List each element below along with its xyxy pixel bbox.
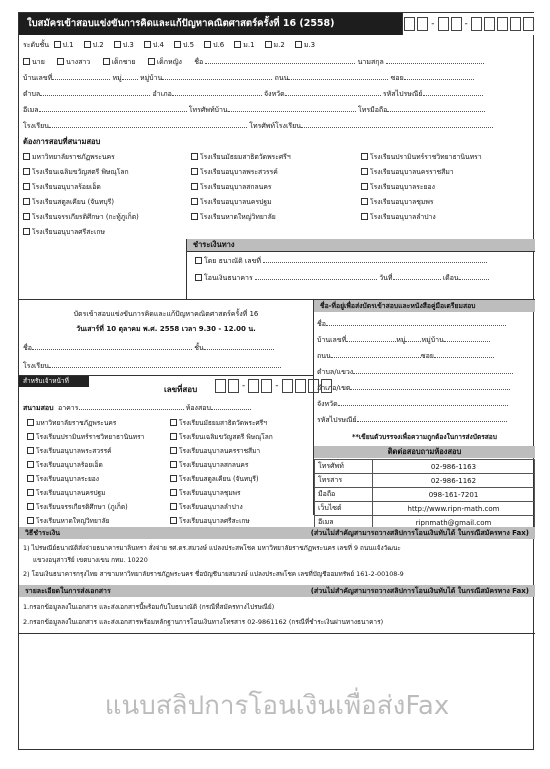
staff-venue-option[interactable]: โรงเรียนอนุบาลสกลนคร <box>170 460 320 471</box>
mail-house-row: บ้านเลขที่ หมู่ หมู่บ้าน <box>317 333 529 346</box>
venue-option[interactable]: โรงเรียนอนุบาลระยอง <box>361 182 531 193</box>
venue-option[interactable]: โรงเรียนเฉลิมขวัญสตรี พิษณุโลก <box>23 167 191 178</box>
venue-room-row: สนามสอบ อาคาร ห้องสอบ <box>23 401 307 414</box>
docs-line-2: 2.กรอกข้อมูลลงในเอกสาร และส่งเอกสารพร้อมหลักฐานการโอนเงินทางโทรสาร 02-9861162 (กรณีที่ชำระเงินผ่านทางธนาคาร) <box>23 618 384 626</box>
tambon-field[interactable] <box>40 87 150 96</box>
exam-number-label: เลขที่สอบ <box>164 385 198 394</box>
staff-venue-option[interactable]: โรงเรียนเฉลิมขวัญสตรี พิษณุโลก <box>170 432 320 443</box>
contact-row: มือถือ 098-161-7201 <box>315 488 535 502</box>
home-phone-field[interactable] <box>228 103 356 112</box>
staff-venue-option[interactable]: โรงเรียนอนุบาลระยอง <box>27 474 170 485</box>
exam-card-school-row: โรงเรียน <box>23 359 307 372</box>
card-name-field[interactable] <box>32 341 192 350</box>
payment-line-1b: แขวงอนุสาวรีย์ เขตบางเขน กทม. 10220 <box>33 556 148 564</box>
staff-venue-grid <box>27 418 320 527</box>
venue-heading: ต้องการสอบที่สนามสอบ <box>23 137 101 146</box>
venue-option[interactable]: โรงเรียนอนุบาลชุมพร <box>361 197 531 208</box>
venue-option[interactable]: โรงเรียนจรรเกียรติศึกษา (กะทู้ภูเก็ต) <box>23 212 191 223</box>
surname-field[interactable] <box>386 55 484 64</box>
level-option[interactable]: ม.1 <box>234 41 254 49</box>
payment-line-2: 2) โอนเงินธนาคารกรุงไทย สาขามหาวิทยาลัยราชภัฏพระนคร ชื่อบัญชีนายสมวงษ์ แปลงประสพโชค เลขที่บัญชีออมทรัพย์ 161-2-00108-9 <box>23 570 404 578</box>
payment-line-1a: 1) ไปรษณีย์ธนาณัติสั่งจ่ายธนาคารมาลินทรา สั่งจ่าย รศ.ดร.สมวงษ์ แปลงประสพโชค มหาวิทยาลัยราชภัฏพระนคร เลขที่ 9 ถนนแจ้งวัฒนะ <box>23 544 401 552</box>
bank-option[interactable]: โอนเงินธนาคาร <box>195 274 253 282</box>
soi-field[interactable] <box>404 71 474 80</box>
venue-option[interactable]: โรงเรียนอนุบาลลำปาง <box>361 212 531 223</box>
mail-amphoe-row: อำเภอ/เขต <box>317 381 529 394</box>
mail-tambon-field[interactable] <box>353 365 513 374</box>
mail-amphoe-field[interactable] <box>350 381 510 390</box>
level-option[interactable]: ป.1 <box>54 41 74 49</box>
mail-province-field[interactable] <box>338 397 508 406</box>
mail-village-field[interactable] <box>444 333 490 342</box>
contact-row: เว็บไซต์ http://www.ripn-math.com <box>315 502 535 516</box>
contact-row: อีเมล ripnmath@gmail.com <box>315 516 535 530</box>
name-row: นาย นางสาว เด็กชาย เด็กหญิง ชื่อ นามสกุล <box>23 55 529 68</box>
mail-road-row: ถนน ซอย <box>317 349 529 362</box>
postal-no-field[interactable] <box>263 254 487 263</box>
mail-tambon-row: ตำบล/แขวง <box>317 365 529 378</box>
postcode-field[interactable] <box>423 87 483 96</box>
venue-grid <box>23 152 531 238</box>
contact-row: อีเมล โทรศัพท์บ้าน โทรมือถือ <box>23 103 529 116</box>
venue-option[interactable]: โรงเรียนอนุบาลพระสวรรค์ <box>191 167 361 178</box>
level-options <box>54 41 326 49</box>
prefix-nangsao[interactable]: นางสาว <box>57 58 90 66</box>
card-grade-field[interactable] <box>204 341 274 350</box>
staff-venue-option[interactable]: โรงเรียนปรามินทร์ราชวิทยาธานินทรา <box>27 432 170 443</box>
level-option[interactable]: ม.3 <box>295 41 315 49</box>
level-option[interactable]: ป.3 <box>114 41 134 49</box>
staff-venue-option[interactable]: โรงเรียนอนุบาลลำปาง <box>170 502 320 513</box>
school-field[interactable] <box>49 119 247 128</box>
email-field[interactable] <box>39 103 187 112</box>
venue-option[interactable]: โรงเรียนอนุบาลนครปฐม <box>191 197 361 208</box>
contact-table <box>314 459 535 530</box>
level-option[interactable]: ป.2 <box>84 41 104 49</box>
mobile-field[interactable] <box>387 103 485 112</box>
amphoe-field[interactable] <box>172 87 262 96</box>
mail-province-row: จังหวัด <box>317 397 529 410</box>
exam-card-title: บัตรเข้าสอบแข่งขันการคิดและแก้ปัญหาคณิตศาสตร์ครั้งที่ 16 <box>73 310 259 318</box>
mail-house-field[interactable] <box>346 333 396 342</box>
card-school-field[interactable] <box>49 359 281 368</box>
address-row-2: ตำบล อำเภอ จังหวัด รหัสไปรษณีย์ <box>23 87 529 100</box>
mail-soi-field[interactable] <box>434 349 494 358</box>
contact-row: โทรศัพท์ 02-986-1163 <box>315 460 535 474</box>
level-option[interactable]: ป.6 <box>204 41 224 49</box>
exam-card-name-row: ชื่อ ชั้น <box>23 341 307 354</box>
docs-bar: รายละเอียดในการส่งเอกสาร (ส่วนไม่สำคัญสามารถวางสลิปการโอนเงินทับได้ ในกรณีสมัครทาง Fax) <box>19 585 535 597</box>
address-row-1: บ้านเลขที่ หมู่ หมู่บ้าน ถนน ซอย <box>23 71 529 84</box>
prefix-dekchai[interactable]: เด็กชาย <box>103 58 136 66</box>
exam-card-datetime: วันเสาร์ที่ 10 ตุลาคม พ.ศ. 2558 เวลา 9.30 - 12.00 น. <box>76 325 256 333</box>
house-no-field[interactable] <box>52 71 110 80</box>
payment-postal-row <box>195 254 529 267</box>
mail-postcode-row: รหัสไปรษณีย์ <box>317 413 529 426</box>
mail-name-row: ชื่อ <box>317 317 529 330</box>
payment-bank-row: โอนเงินธนาคาร วันที่ เดือน <box>195 271 529 284</box>
venue-option[interactable]: โรงเรียนอนุบาลสกลนคร <box>191 182 361 193</box>
postal-option[interactable]: โดย ธนาณัติ เลขที่ <box>195 257 261 265</box>
mail-road-field[interactable] <box>331 349 421 358</box>
moo-field[interactable] <box>122 71 138 80</box>
bank-field[interactable] <box>255 271 377 280</box>
room-field[interactable] <box>211 401 251 410</box>
level-option[interactable]: ป.5 <box>174 41 194 49</box>
road-field[interactable] <box>288 71 388 80</box>
date-field[interactable] <box>393 271 441 280</box>
form-title: ใบสมัครเข้าสอบแข่งขันการคิดและแก้ปัญหาคณิตศาสตร์ครั้งที่ 16 (2558) <box>19 13 402 35</box>
exam-number-boxes[interactable]: - - <box>215 379 332 393</box>
level-option[interactable]: ป.4 <box>144 41 164 49</box>
payment-heading: ชำระเงินทาง <box>187 239 535 251</box>
staff-venue-option[interactable]: โรงเรียนอนุบาลนครราชสีมา <box>170 446 320 457</box>
province-field[interactable] <box>285 87 381 96</box>
venue-option[interactable]: โรงเรียนอนุบาลศรีสะเกษ <box>23 227 191 238</box>
staff-venue-option[interactable]: โรงเรียนอนุบาลพระสวรรค์ <box>27 446 170 457</box>
venue-option[interactable]: โรงเรียนมัธยมสาธิตวัดพระศรีฯ <box>191 152 361 163</box>
venue-option[interactable]: โรงเรียนหาดใหญ่วิทยาลัย <box>191 212 361 223</box>
docs-line-1: 1.กรอกข้อมูลลงในเอกสาร และส่งเอกสารนี้พร้อมกับใบธนาณัติ (กรณีที่สมัครทางไปรษณีย์) <box>23 603 275 611</box>
staff-venue-option[interactable]: โรงเรียนสตูลเคียน (จันทบุรี) <box>170 474 320 485</box>
staff-venue-option[interactable]: มหาวิทยาลัยราชภัฏพระนคร <box>27 418 170 429</box>
staff-venue-option[interactable]: โรงเรียนจรรเกียรติศึกษา (ภูเก็ต) <box>27 502 170 513</box>
school-phone-field[interactable] <box>301 119 493 128</box>
fax-slip-watermark: แนบสลิปการโอนเงินเพื่อส่งFax <box>104 691 450 721</box>
prefix-dekying[interactable]: เด็กหญิง <box>148 58 182 66</box>
prefix-nai[interactable]: นาย <box>23 58 45 66</box>
staff-venue-option[interactable]: โรงเรียนมัธยมสาธิตวัดพระศรีฯ <box>170 418 320 429</box>
venue-option[interactable]: โรงเรียนอนุบาลร้อยเอ็ด <box>23 182 191 193</box>
level-option[interactable]: ม.2 <box>265 41 285 49</box>
level-row: ระดับชั้น ป.1 ป.2 ป.3 ป.4 ป.5 ป.6 ม.1 ม.2 ม.3 <box>23 39 529 52</box>
staff-venue-option[interactable]: โรงเรียนหาดใหญ่วิทยาลัย <box>27 516 170 527</box>
contact-heading: ติดต่อสอบถามห้องสอบ <box>314 446 535 458</box>
mail-postcode-field[interactable] <box>357 413 507 422</box>
staff-venue-option[interactable]: โรงเรียนอนุบาลร้อยเอ็ด <box>27 460 170 471</box>
venue-option[interactable]: มหาวิทยาลัยราชภัฏพระนคร <box>23 152 191 163</box>
venue-option[interactable]: โรงเรียนปรามินทร์ราชวิทยาธานินทรา <box>361 152 531 163</box>
building-field[interactable] <box>79 401 184 410</box>
mail-heading: ชื่อ-ที่อยู่เพื่อส่งบัตรเข้าสอบและหนังสือคู่มือเตรียมสอบ <box>314 300 535 312</box>
title-bar <box>19 13 535 35</box>
staff-venue-option[interactable]: โรงเรียนอนุบาลนครปฐม <box>27 488 170 499</box>
payment-method-bar: วิธีชำระเงิน (ส่วนไม่สำคัญสามารถวางสลิปการโอนเงินทับได้ ในกรณีสมัครทาง Fax) <box>19 527 535 539</box>
contact-row: โทรสาร 02-986-1162 <box>315 474 535 488</box>
staff-venue-option[interactable]: โรงเรียนอนุบาลศรีสะเกษ <box>170 516 320 527</box>
name-field[interactable] <box>205 55 355 64</box>
village-field[interactable] <box>162 71 272 80</box>
mail-name-field[interactable] <box>326 317 506 326</box>
mail-note: **เขียนตัวบรรจงเพื่อความถูกต้องในการส่งบัตรสอบ <box>352 433 497 441</box>
month-field[interactable] <box>459 271 489 280</box>
application-form <box>18 12 534 750</box>
venue-option[interactable]: โรงเรียนอนุบาลนครราชสีมา <box>361 167 531 178</box>
venue-option[interactable]: โรงเรียนสตูลเคียน (จันทบุรี) <box>23 197 191 208</box>
school-row: โรงเรียน โทรศัพท์โรงเรียน <box>23 119 529 132</box>
mail-moo-field[interactable] <box>405 333 421 342</box>
staff-label: สำหรับเจ้าหน้าที่ <box>19 376 89 387</box>
application-number-boxes[interactable]: - - <box>402 13 535 35</box>
staff-venue-option[interactable]: โรงเรียนอนุบาลชุมพร <box>170 488 320 499</box>
